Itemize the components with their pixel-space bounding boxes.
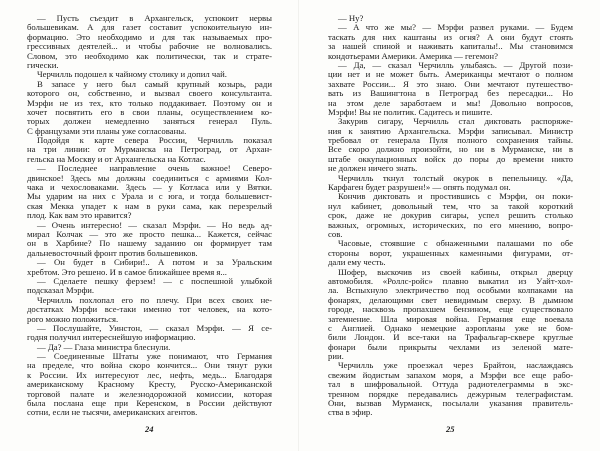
text-line: большевикам. А для газет составит успокоительную ин-	[27, 22, 272, 33]
text-line: Мы ударим на них с Урала и с юга, и тогда большевист-	[27, 191, 272, 202]
left-page-text	[27, 14, 272, 418]
text-line: Они, вызвав Мурманск, посылали указания правитель-	[328, 398, 573, 409]
text-line: важных, огромных, исторических, по его мнению, вопро-	[328, 219, 573, 230]
text-line: — Сделаете пешку ферзем! — с поспешной улыбкой	[37, 275, 272, 286]
text-line: ская Мекка упадет к нам в руки сама, как перезрелый	[27, 200, 272, 211]
text-line: Мэрфи! Вы не политик. Садитесь и пишите.	[328, 106, 493, 117]
book-gutter	[298, 0, 299, 451]
page-number-right: 25	[446, 424, 455, 434]
text-line: ла. Вспыхнуло электричество под особыми колпаками на	[328, 285, 573, 296]
text-line: сов.	[328, 228, 343, 239]
right-page-text	[328, 14, 573, 418]
text-line: формацию. Это необходимо и для так называемых про-	[27, 31, 272, 42]
text-line: за нашей спиной и наживать капиталы!.. Мы становимся	[328, 41, 573, 52]
text-line: Черчилль ткнул толстый окурок в пепельницу. «Да,	[338, 172, 573, 183]
text-line: требовал от генерала Пуля полного сохранения тайны.	[328, 135, 573, 146]
text-line: — Очень интересно! — сказал Мэрфи. — Но ведь ад-	[37, 219, 272, 230]
text-line: плод. Как вам это нравится?	[27, 210, 132, 221]
text-line: хочет посвятить его в свои планы, осуществлением ко-	[27, 106, 272, 117]
text-line: была послана еще при Керенском, в России действуют	[27, 398, 272, 409]
text-line: таскать для них каштаны из огня? А они будут стоять	[328, 31, 573, 42]
text-line: к России. Их интересуют лес, нефть, медь... Благодаря	[27, 369, 272, 380]
text-line: на пределе, что война скоро кончится... Они тянут руки	[27, 360, 272, 371]
text-line: тал в шифровальной. Оттуда радиотелеграммы в экс-	[328, 379, 573, 390]
text-line: торговой палате и железнодорожной комиссии, которая	[27, 388, 272, 399]
text-line: рого можно положиться.	[27, 313, 119, 324]
text-line: которого он, собственно, и вызвал своего консультанта.	[27, 88, 272, 99]
text-line: он в Харбине? По нашему заданию он формирует там	[27, 238, 272, 249]
text-line: нул кабинет, довольный тем, что за такой короткий	[328, 200, 573, 211]
text-line: — Последнее направление очень важное! Северо-	[37, 163, 272, 174]
text-line: грессивных деятелей... и чтобы рабочие не волновались.	[27, 41, 272, 52]
text-line: — Ну?	[338, 13, 364, 23]
text-line: Черчилль уже проезжал через Брайтон, наслаждаясь	[338, 360, 573, 371]
text-line: — А что же мы? — Мэрфи развел руками. — Будем	[338, 22, 573, 33]
text-line: — Он будет в Сибири!.. А потом и за Уральским	[37, 257, 272, 268]
text-line: тренном порядке передавались дежурным телеграфистам.	[328, 388, 573, 399]
text-line: Карфаген будет разрушен!» — опять подумал он.	[328, 182, 511, 193]
text-line: били Лондон. И все-таки на Трафальгар-сквере круглые	[328, 332, 573, 343]
text-line: хребтом. Это решено. И в самое ближайшее время я...	[27, 266, 227, 277]
text-line: дали ему честь.	[328, 257, 386, 268]
text-line: Черчилль подошел к чайному столику и допил чай.	[37, 69, 227, 80]
text-line: штабе оккупационных войск до поры до времени никто	[328, 153, 573, 164]
text-line: ния к занятию Архангельска. Мэрфи записывал. Министр	[328, 125, 573, 136]
text-line: чака и чехословаками. Здесь — у Котласа или у Вятки.	[27, 182, 272, 193]
text-line: Словом, это необходимо как политически, так и страте-	[27, 50, 272, 61]
text-line: срок, даже не докурив сигары, успел решить столько	[328, 210, 573, 221]
text-line: двинское! Здесь мы должны соединиться с армиями Кол-	[27, 172, 272, 183]
text-line: Черчилль похлопал его по плечу. При всех своих не-	[37, 294, 272, 305]
text-line: — Пусть съездит в Архангельск, успокоит нервы	[37, 13, 272, 23]
text-line: подсказал Мэрфи.	[27, 285, 95, 296]
text-line: фонарях, делающими свет невидимым сверху. В дымном	[328, 294, 573, 305]
text-line: ства в эфир.	[328, 407, 373, 418]
text-line: годня получил интереснейшую информацию.	[27, 332, 196, 343]
text-line: дальневосточный фронт против большевиков.	[27, 247, 198, 258]
text-line: захвате России... Я это знаю. Они мечтают путешество-	[328, 78, 573, 89]
text-line: ции нет и не может быть. Американцы мечтают о полном	[328, 69, 573, 80]
text-line: рии.	[328, 351, 344, 362]
text-line: кондотьерами Америки. Америка — гегемон?	[328, 50, 498, 61]
text-line: — Да? — Глаза министра блеснули.	[37, 341, 171, 352]
text-line: — Послушайте, Уинстон, — сказал Мэрфи. — Я се-	[37, 322, 272, 333]
text-line: с Англией. Однако немецкие аэропланы уже не бом-	[328, 322, 573, 333]
text-line: свежим йодистым запахом моря, а Мэрфи все еще рабо-	[328, 369, 573, 380]
text-line: — Соединенные Штаты уже понимают, что Германия	[37, 351, 272, 362]
text-line: не должен ничего знать.	[328, 163, 418, 174]
text-line: Закурив сигару, Черчилль стал диктовать распоряже-	[338, 116, 573, 127]
text-line: торых должен немедленно заняться генерал Пуль.	[27, 116, 272, 127]
text-line: затемнение. Шла мировая война. Германия еще воевала	[328, 313, 573, 324]
text-line: вать из Вашингтона в Петроград без пересадки... Но	[328, 88, 573, 99]
text-line: фонари были прикрыты чехлами из зеленой мате-	[328, 341, 573, 352]
text-line: В запасе у него был самый крупный козырь, ради	[37, 78, 272, 89]
text-line: сотни, если не тысячи, американских агентов.	[27, 407, 198, 418]
text-line: Кончив диктовать и простившись с Мэрфи, он поки-	[338, 191, 573, 202]
text-line: мирал Колчак — это же просто пешка... Кажется, сейчас	[27, 228, 272, 239]
text-line: автомобиля. «Роллс-ройс» плавно выкатил из Уайт-хол-	[328, 275, 573, 286]
text-line: — Да, — сказал Черчилль улыбаясь. — Другой пози-	[338, 59, 573, 70]
text-line: Часовые, стоявшие с обнаженными палашами по обе	[338, 238, 573, 249]
text-line: гически.	[27, 59, 59, 70]
text-line: Мэрфи не из тех, кто только поддакивает. Поэтому он и	[27, 97, 272, 108]
text-line: достатках Мэрфи все-таки именно тот человек, на кото-	[27, 304, 272, 315]
text-line: Шофер, выскочив из своей кабины, открыл дверцу	[338, 266, 573, 277]
text-line: стороны ворот, украшенных каменными фигурами, от-	[328, 247, 573, 258]
text-line: городе, насквозь пропахшем бензином, еще существовало	[328, 304, 573, 315]
page-number-left: 24	[145, 424, 154, 434]
text-line: на этом деле заработаем и мы! Довольно вопросов,	[328, 97, 573, 108]
text-line: Подойдя к карте севера России, Черчилль показал	[37, 135, 272, 146]
text-line: на три линии: от Мурманска на Петроград, от Архан-	[27, 144, 272, 155]
text-line: Все скоро должно произойти, но ни в Мурманске, ни в	[328, 144, 573, 155]
text-line: американскому Красному Кресту, Русско-Американской	[27, 379, 272, 390]
text-line: гельска на Москву и от Архангельска на Котлас.	[27, 153, 206, 164]
text-line: С французами эти планы уже согласованы.	[27, 125, 187, 136]
